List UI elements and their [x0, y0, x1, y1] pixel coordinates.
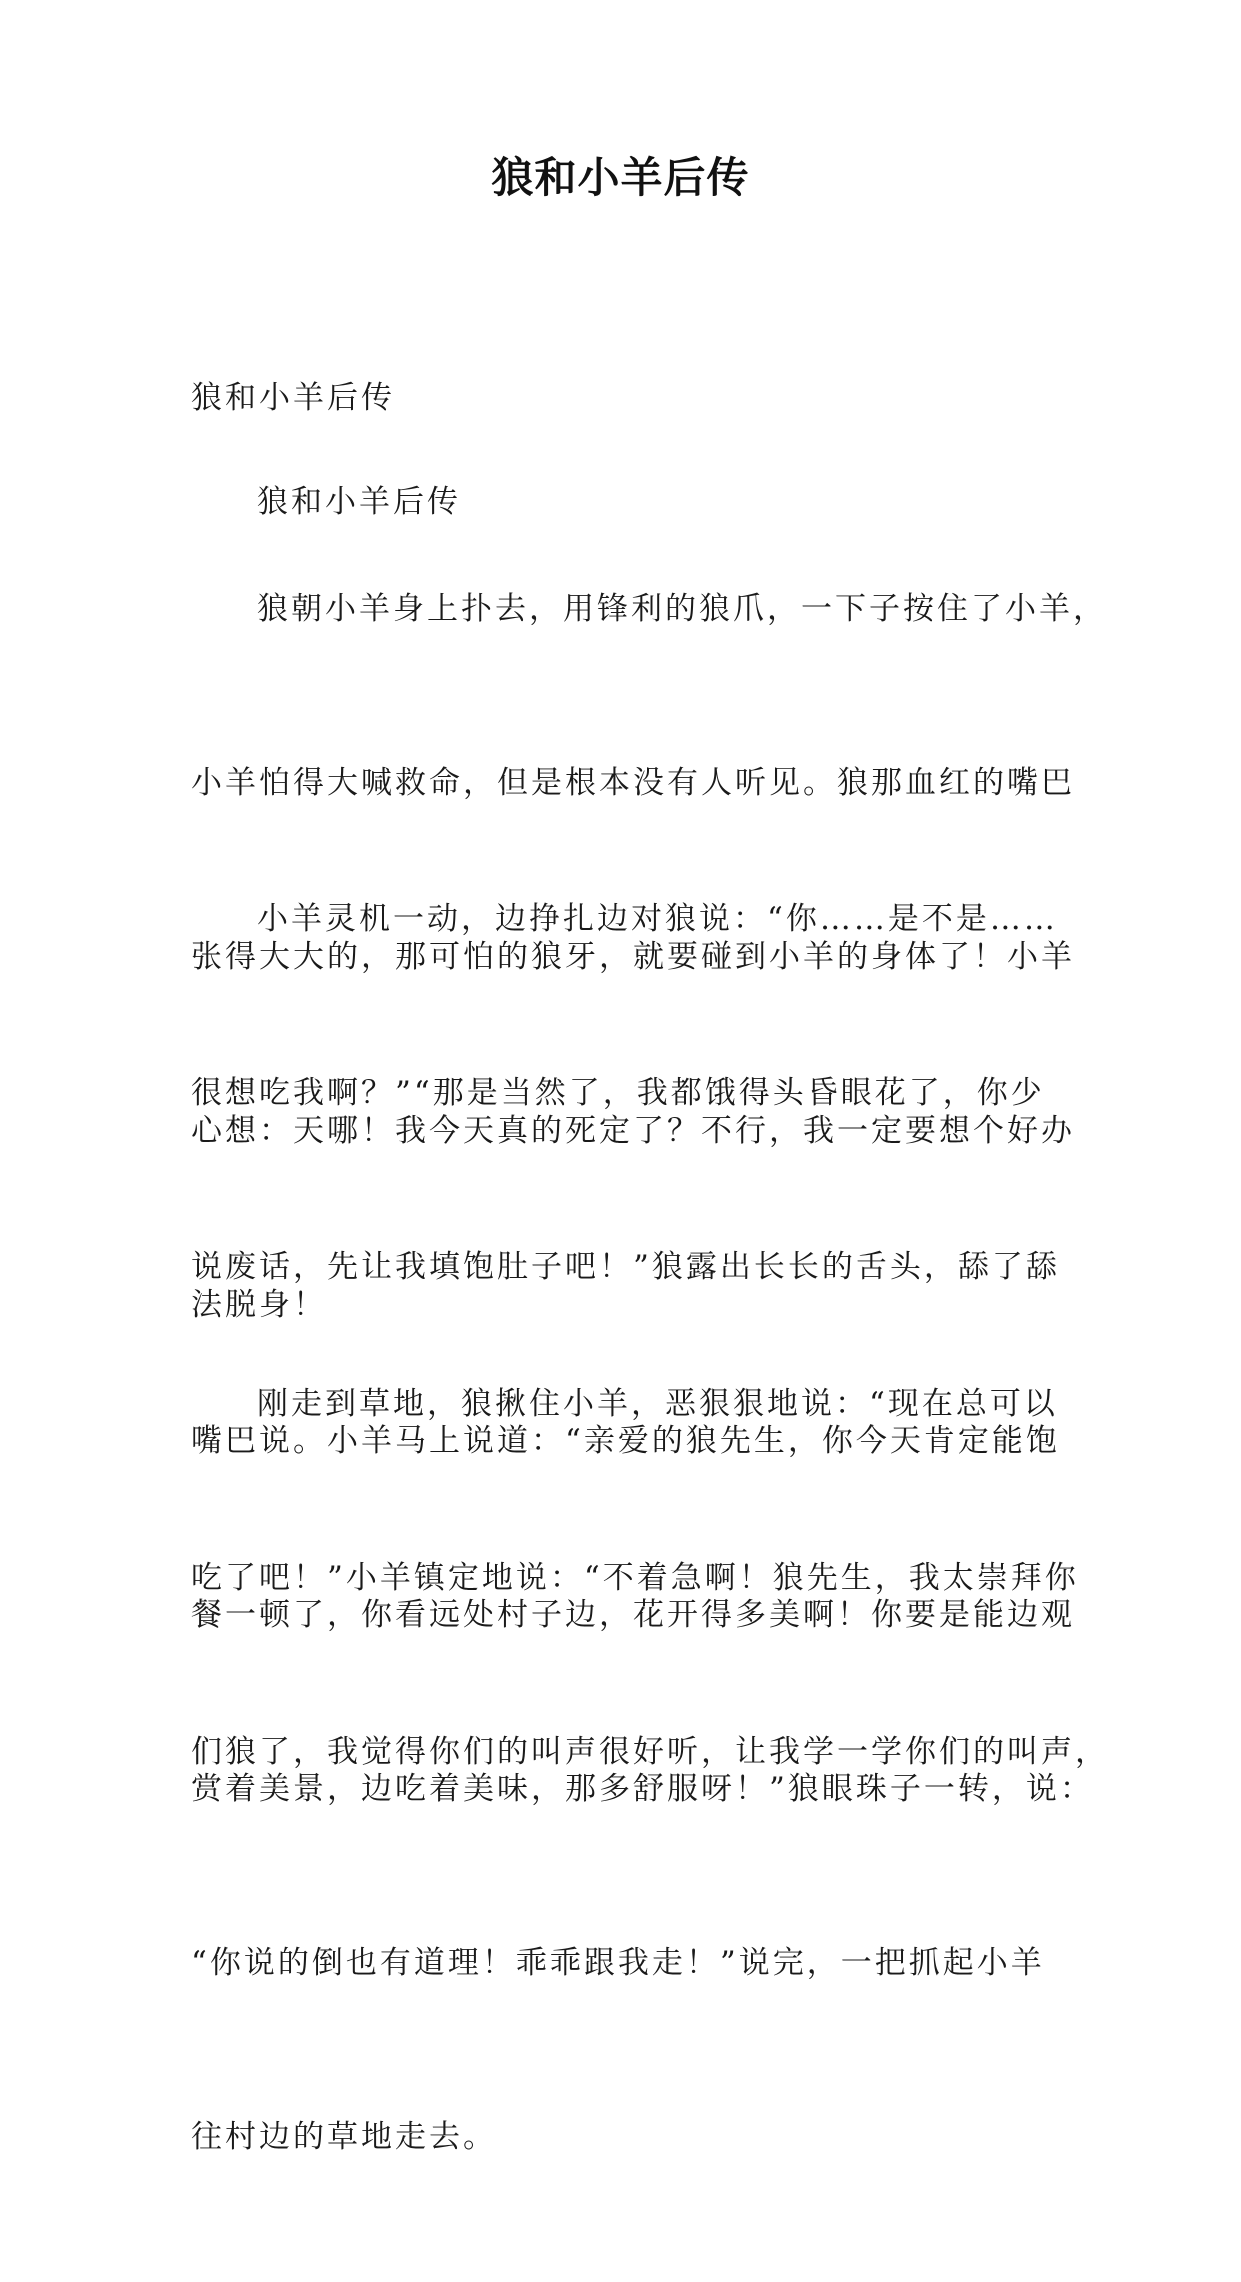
paragraph-line: 赏着美景，边吃着美味，那多舒服呀！”狼眼珠子一转，说： [191, 1771, 1094, 1807]
paragraph-line: 嘴巴说。小羊马上说道：“亲爱的狼先生，你今天肯定能饱 [191, 1423, 1060, 1459]
paragraph-line: 很想吃我啊？”“那是当然了，我都饿得头昏眼花了，你少 [191, 1075, 1045, 1111]
paragraph-3 [191, 1259, 1109, 1897]
paragraph-line: 小羊怕得大喊救命，但是根本没有人听见。狼那血红的嘴巴 [191, 765, 1075, 801]
paragraph-line: 小羊灵机一动，边挣扎边对狼说：“你……是不是…… [257, 901, 1058, 937]
page-title: 狼和小羊后传 [491, 153, 750, 202]
subtitle-text: 狼和小羊后传 [191, 380, 395, 416]
paragraph-line: 往村边的草地走去。 [191, 2119, 497, 2155]
paragraph-line: “你说的倒也有道理！乖乖跟我走！”说完，一把抓起小羊 [191, 1945, 1045, 1981]
paragraph-line: 心想：天哪！我今天真的死定了？不行，我一定要想个好办 [191, 1113, 1075, 1149]
paragraph-line: 张得大大的，那可怕的狼牙，就要碰到小羊的身体了！小羊 [191, 939, 1075, 975]
paragraph-line: 吃了吧！”小羊镇定地说：“不着急啊！狼先生，我太崇拜你 [191, 1560, 1079, 1596]
section-heading-text: 狼和小羊后传 [257, 484, 461, 520]
paragraph-line: 法脱身！ [191, 1287, 327, 1323]
paragraph-line: 狼朝小羊身上扑去，用锋利的狼爪，一下子按住了小羊， [257, 591, 1107, 627]
paragraph-line: 说废话，先让我填饱肚子吧！”狼露出长长的舌头，舔了舔 [191, 1249, 1060, 1285]
paragraph-line: 刚走到草地，狼揪住小羊，恶狠狠地说：“现在总可以 [257, 1386, 1058, 1422]
paragraph-line: 餐一顿了，你看远处村子边，花开得多美啊！你要是能边观 [191, 1597, 1075, 1633]
paragraph-line: 们狼了，我觉得你们的叫声很好听，让我学一学你们的叫声， [191, 1734, 1109, 1770]
